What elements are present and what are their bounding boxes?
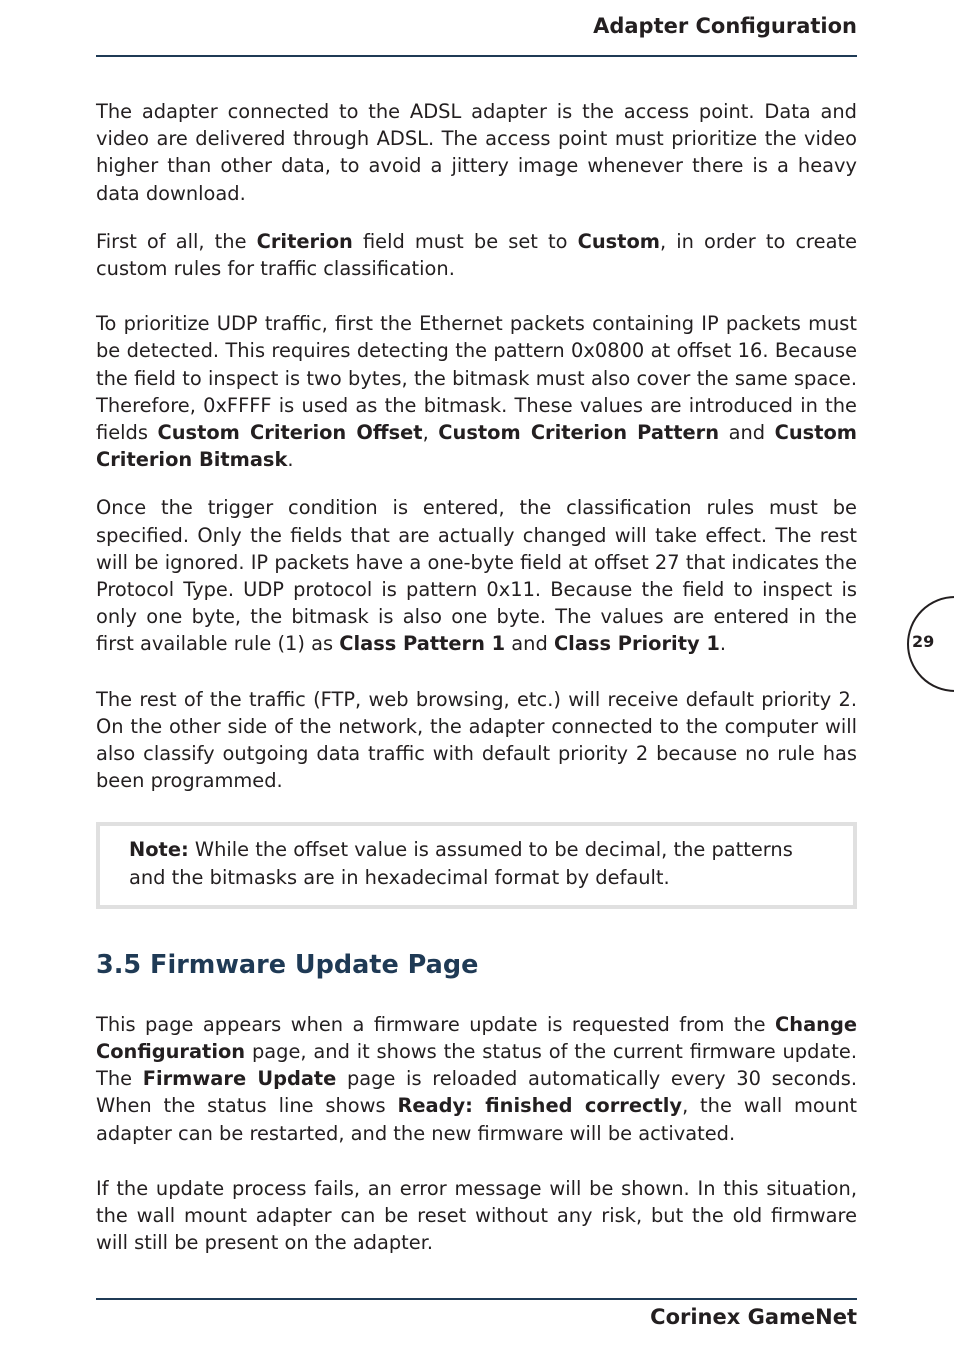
paragraph-criterion: First of all, the Criterion field must be set to Custom, in order to create custom rules for traffic classification. (96, 229, 858, 281)
paragraph-access-point: The adapter connected to the ADSL adapter is the access point. Data and video are delivered through ADSL. The access point must prioritize the video higher than other data, to avoid a jittery image whenever there is a heavy data download. (96, 100, 857, 205)
page-body (96, 98, 857, 1257)
paragraph-default-priority: The rest of the traffic (FTP, web browsing, etc.) will receive default priority 2. On the other side of the network, the adapter connected to the computer will also classify outgoing data traffic with default priority 2 because no rule has been programmed. (96, 687, 857, 793)
paragraph-udp-traffic: To prioritize UDP traffic, first the Ethernet packets containing IP packets must be detected. This requires detecting the pattern 0x0800 at offset 16. Because the field to inspect is two bytes, the bitmask must also cover the same space. Therefore, 0xFFFF is used as the bitmask. These values are introduced in the fields Custom Criterion Offset, Custom Criterion Pattern and Custom Criterion Bitmask. (96, 312, 858, 472)
paragraph-update-failure: If the update process fails, an error message will be shown. In this situation, the wall mount adapter can be reset without any risk, but the old firmware will still be present on the adapter. (96, 1176, 857, 1255)
page-number: 29 (912, 632, 935, 651)
note-box (96, 822, 857, 908)
paragraph-firmware-update: This page appears when a firmware update is requested from the Change Configuration page, and it shows the status of the current firmware update. The Firmware Update page is reloaded automatically every 30 seconds. When the status line shows Ready: finished correctly, the wall mount adapter can be restarted, and the new firmware will be activated. (96, 1012, 858, 1145)
running-footer: Corinex GameNet (650, 1305, 857, 1329)
running-header: Adapter Configuration (593, 14, 857, 38)
note-label: Note: (129, 838, 189, 862)
section-heading: 3.5 Firmware Update Page (96, 949, 479, 980)
header-rule (96, 55, 857, 57)
footer-rule (96, 1298, 857, 1300)
paragraph-classification-rules: Once the trigger condition is entered, the classification rules must be specified. Only the fields that are actually changed will take effect. The rest will be ignored. IP packets have a one-byte field at offset 27 that indicates the Protocol Type. UDP protocol is pattern 0x11. Because the field to inspect is only one byte, the bitmask is also one byte. The values are entered in the first available rule (1) as Class Pattern 1 and Class Priority 1. (96, 496, 857, 656)
note-text: Note: While the offset value is assumed to be decimal, the patterns and the bitmasks are in hexadecimal format by default. (129, 838, 793, 889)
